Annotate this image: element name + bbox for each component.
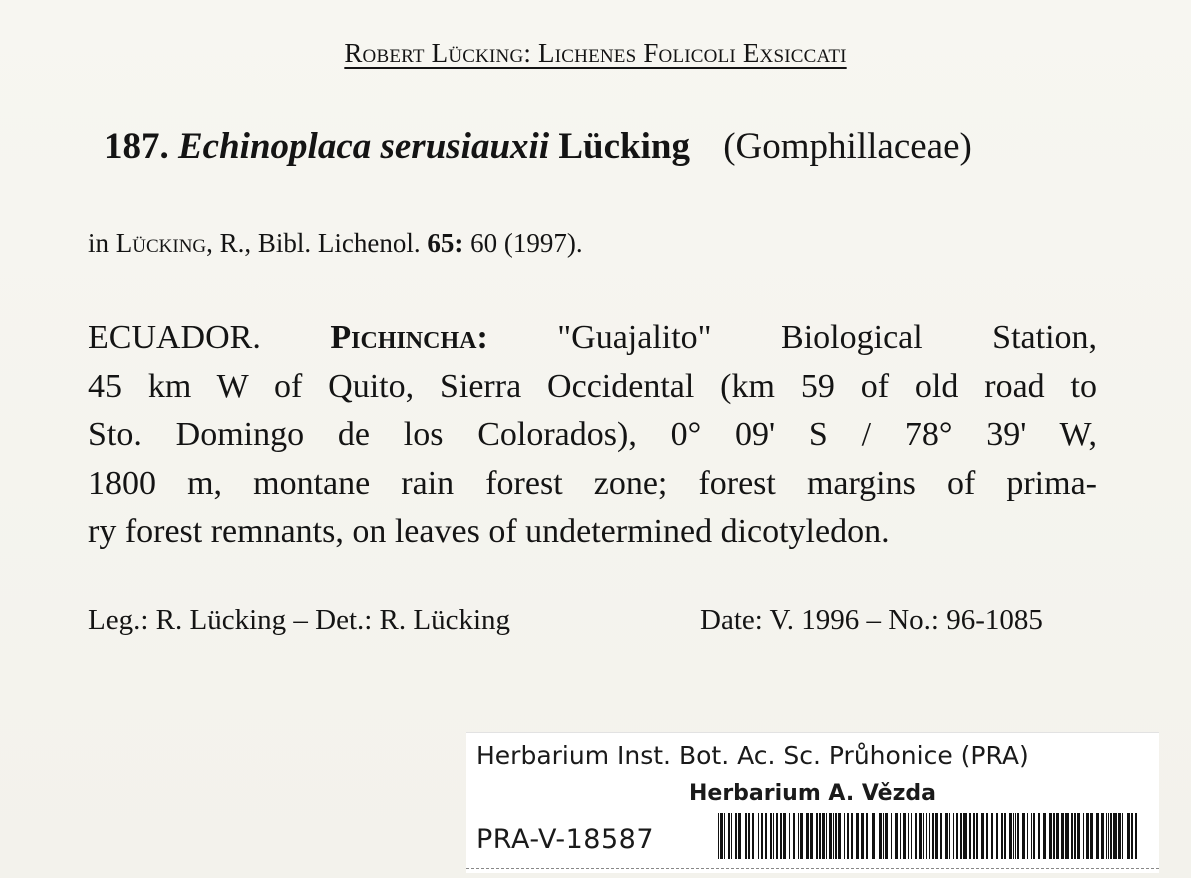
- barcode-bar: [973, 813, 975, 859]
- barcode-bar: [861, 813, 864, 859]
- barcode-bar: [738, 813, 741, 859]
- barcode-bar: [1074, 813, 1076, 859]
- barcode-bar: [879, 813, 882, 859]
- barcode-bar: [789, 813, 790, 859]
- barcode-bar: [822, 813, 825, 859]
- barcode-bar: [720, 813, 723, 859]
- barcode-bar: [1090, 813, 1093, 859]
- barcode-bar: [833, 813, 834, 859]
- barcode-bar: [1017, 813, 1019, 859]
- locality-line: 45 km W of Quito, Sierra Occidental (km 59 of old road to: [88, 367, 1097, 405]
- barcode-bar: [1118, 813, 1121, 859]
- barcode-bar: [872, 813, 875, 859]
- barcode-bar: [851, 813, 853, 859]
- barcode-bar: [1101, 813, 1104, 859]
- barcode-bar: [1108, 813, 1109, 859]
- barcode-bar: [949, 813, 950, 859]
- barcode-bar: [728, 813, 730, 859]
- barcode-bar: [1110, 813, 1112, 859]
- barcode-bar: [935, 813, 938, 859]
- barcode-bar: [986, 813, 988, 859]
- barcode-bar: [1061, 813, 1064, 859]
- barcode-bar: [891, 813, 892, 859]
- barcode-bar: [991, 813, 993, 859]
- barcode-bar: [783, 813, 786, 859]
- barcode-bar: [1049, 813, 1052, 859]
- date-number: Date: V. 1996 – No.: 96-1085: [700, 604, 1043, 636]
- barcode-bar: [1004, 813, 1006, 859]
- barcode-bar: [800, 813, 803, 859]
- barcode-bar: [1001, 813, 1003, 859]
- barcode-bar: [1106, 813, 1107, 859]
- barcode-bar: [1053, 813, 1055, 859]
- barcode-bar: [826, 813, 827, 859]
- barcode-bar: [1077, 813, 1080, 859]
- herbarium-name: Herbarium Inst. Bot. Ac. Sc. Průhonice (PRA): [476, 741, 1029, 770]
- barcode-bar: [724, 813, 725, 859]
- barcode-bar: [856, 813, 859, 859]
- barcode-bar: [969, 813, 971, 859]
- barcode-bar: [976, 813, 978, 859]
- barcode-bar: [1033, 813, 1035, 859]
- barcode-bar: [810, 813, 813, 859]
- barcode-bar: [963, 813, 967, 859]
- barcode-bar: [731, 813, 732, 859]
- barcode-bar: [923, 813, 924, 859]
- barcode-bar: [752, 813, 754, 859]
- species-author: Lücking: [558, 126, 690, 167]
- barcode-bar: [1086, 813, 1089, 859]
- locality-line: ry forest remnants, on leaves of undetermined dicotyledon.: [88, 513, 890, 550]
- barcode-bar: [883, 813, 884, 859]
- barcode-bar: [932, 813, 934, 859]
- locality-line: Sto. Domingo de los Colorados), 0° 09' S / 78° 39' W,: [88, 416, 1097, 453]
- collection-name: Herbarium A. Vězda: [688, 781, 936, 806]
- barcode-bar: [1022, 813, 1025, 859]
- series-title: Robert Lücking: Lichenes Folicoli Exsiccati: [344, 38, 847, 68]
- barcode-bar: [911, 813, 912, 859]
- barcode-bar: [908, 813, 909, 859]
- barcode-icon: [718, 813, 1138, 859]
- barcode-bar: [929, 813, 930, 859]
- barcode-bar: [900, 813, 901, 859]
- barcode-bar: [844, 813, 845, 859]
- barcode-bar: [765, 813, 767, 859]
- barcode-bar: [1135, 813, 1137, 859]
- barcode-bar: [838, 813, 841, 859]
- barcode-bar: [1009, 813, 1012, 859]
- family-name: (Gomphillaceae): [723, 126, 972, 167]
- species-title: [104, 125, 972, 168]
- barcode-number: PRA-V-18587: [476, 824, 655, 855]
- barcode-bar: [1096, 813, 1099, 859]
- barcode-bar: [960, 813, 962, 859]
- barcode-bar: [940, 813, 942, 859]
- barcode-bar: [798, 813, 799, 859]
- barcode-bar: [1027, 813, 1028, 859]
- barcode-bar: [761, 813, 763, 859]
- barcode-bar: [1015, 813, 1016, 859]
- barcode-bar: [981, 813, 984, 859]
- locality-line: 1800 m, montane rain forest zone; forest margins of prima-: [88, 464, 1097, 502]
- barcode-bar: [919, 813, 922, 859]
- barcode-bar: [903, 813, 906, 859]
- barcode-bar: [996, 813, 998, 859]
- sticker-cut-line: [466, 868, 1159, 869]
- barcode-bar: [1122, 813, 1123, 859]
- barcode-bar: [735, 813, 737, 859]
- barcode-bar: [745, 813, 747, 859]
- barcode-bar: [866, 813, 868, 859]
- barcode-bar: [1056, 813, 1059, 859]
- barcode-bar: [1043, 813, 1046, 859]
- barcode-bar: [806, 813, 809, 859]
- barcode-bar: [1031, 813, 1032, 859]
- barcode-bar: [956, 813, 958, 859]
- barcode-bar: [953, 813, 954, 859]
- barcode-bar: [758, 813, 759, 859]
- locality-line: ECUADOR. Pichincha: "Guajalito" Biological Station,: [88, 319, 1098, 356]
- exsiccata-number: 187.: [104, 126, 169, 167]
- barcode-bar: [773, 813, 774, 859]
- barcode-bar: [926, 813, 927, 859]
- literature-reference: in Lücking, R., Bibl. Lichenol. 65: 60 (1997).: [88, 228, 583, 258]
- barcode-bar: [816, 813, 818, 859]
- barcode-bar: [895, 813, 898, 859]
- barcode-bar: [780, 813, 782, 859]
- barcode-bar: [1127, 813, 1130, 859]
- barcode-bar: [885, 813, 888, 859]
- barcode-bar: [1083, 813, 1084, 859]
- barcode-bar: [829, 813, 832, 859]
- barcode-bar: [770, 813, 772, 859]
- locality-text: [88, 314, 1097, 557]
- barcode-bar: [1065, 813, 1069, 859]
- barcode-bar: [1131, 813, 1133, 859]
- barcode-bar: [1071, 813, 1073, 859]
- barcode-bar: [1013, 813, 1014, 859]
- barcode-bar: [1113, 813, 1117, 859]
- barcode-bar: [748, 813, 750, 859]
- barcode-bar: [819, 813, 821, 859]
- barcode-bar: [847, 813, 849, 859]
- barcode-bar: [1038, 813, 1040, 859]
- barcode-bar: [718, 813, 719, 859]
- collector-determiner: Leg.: R. Lücking – Det.: R. Lücking: [88, 604, 511, 636]
- barcode-bar: [835, 813, 837, 859]
- barcode-bar: [776, 813, 778, 859]
- barcode-bar: [945, 813, 948, 859]
- barcode-bar: [793, 813, 795, 859]
- barcode-bar: [915, 813, 917, 859]
- herbarium-sticker: [466, 732, 1159, 873]
- species-name: Echinoplaca serusiauxii: [178, 126, 550, 167]
